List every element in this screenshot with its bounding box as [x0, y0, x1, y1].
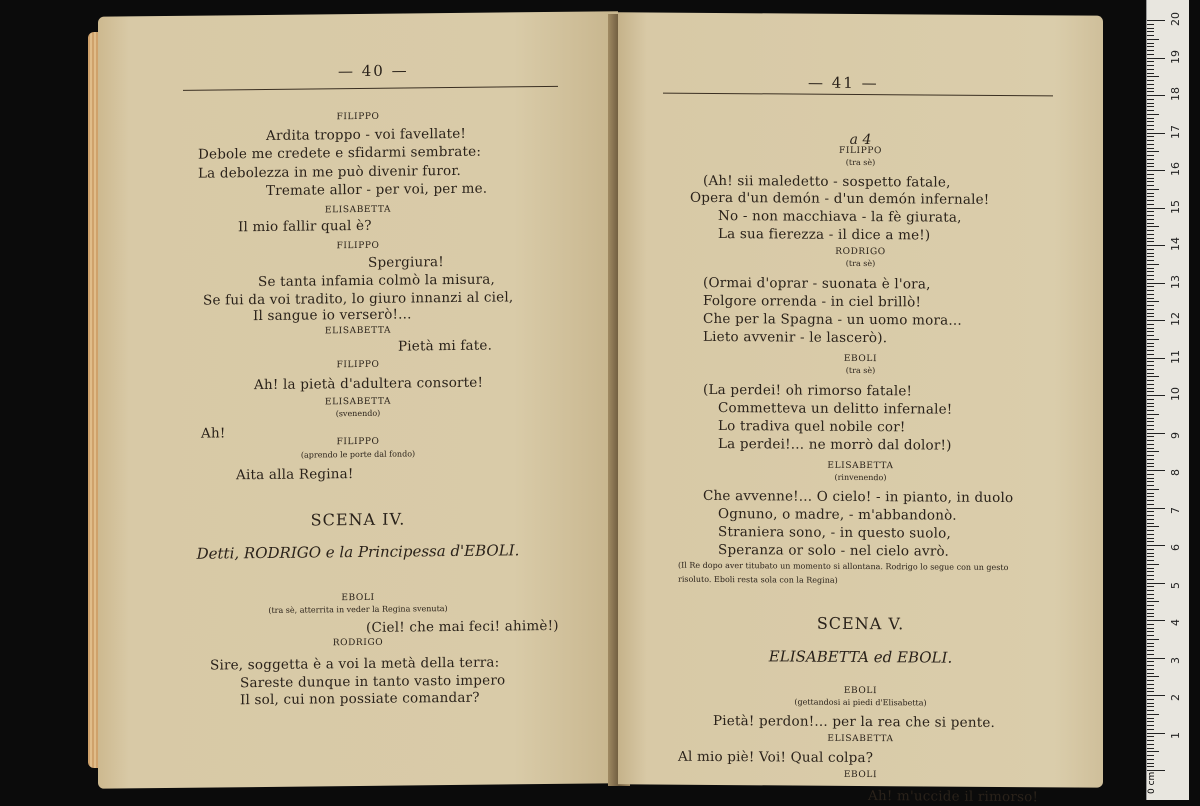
ruler-number: 12: [1169, 312, 1182, 326]
ruler-tick: [1147, 256, 1154, 257]
ruler-tick: [1147, 185, 1154, 186]
ruler-tick: [1147, 613, 1154, 614]
right-verse-line: Commetteva un delitto infernale!: [718, 400, 953, 418]
ruler-tick: [1147, 350, 1154, 351]
ruler-tick: [1147, 28, 1154, 29]
right-verse-line: Che avvenne!... O cielo! - in pianto, in duolo: [703, 487, 1014, 507]
ruler-tick: [1147, 661, 1154, 662]
ruler-tick: [1147, 676, 1159, 677]
ruler-tick: [1147, 298, 1154, 299]
ruler-tick: [1147, 80, 1154, 81]
ruler-tick: [1147, 324, 1154, 325]
right-speaker-name: ELISABETTA: [827, 733, 894, 745]
right-stage-note: (Il Re dopo aver titubato un momento si allontana. Rodrigo lo segue con un gesto: [678, 560, 1009, 573]
ruler-tick: [1147, 429, 1154, 430]
ruler-tick: [1147, 271, 1154, 272]
ruler-tick: [1147, 504, 1154, 505]
ruler-tick: [1147, 763, 1154, 764]
ruler-tick: [1147, 598, 1154, 599]
ruler-number: 19: [1169, 49, 1182, 64]
ruler-tick: [1147, 631, 1154, 632]
left-speaker-name: ELISABETTA: [324, 325, 392, 337]
ruler-tick: [1147, 294, 1154, 295]
ruler-tick: [1147, 170, 1165, 171]
ruler-tick: [1147, 43, 1154, 44]
ruler-tick: [1147, 560, 1154, 561]
ruler-tick: [1147, 579, 1154, 580]
ruler-tick: [1147, 553, 1154, 554]
ruler-tick: [1147, 673, 1154, 674]
ruler-tick: [1147, 223, 1154, 224]
ruler-tick: [1147, 61, 1154, 62]
ruler-tick: [1147, 84, 1154, 85]
right-verse-line: (Ormai d'oprar - suonata è l'ora,: [703, 274, 931, 293]
ruler-number: 8: [1169, 469, 1182, 476]
left-verse-line: Ah! la pietà d'adultera consorte!: [254, 374, 484, 394]
ruler-number: 6: [1169, 544, 1182, 551]
ruler-tick: [1147, 200, 1154, 201]
right-speaker-name: FILIPPO: [838, 145, 883, 157]
ruler-unit-label: 0 cm: [1147, 771, 1157, 794]
ruler-tick: [1147, 110, 1154, 111]
left-stage-direction: (tra sè, atterrita in veder la Regina svenuta): [268, 604, 448, 615]
ruler-tick: [1147, 721, 1154, 722]
right-verse-line: Speranza or solo - nel cielo avrò.: [718, 542, 950, 560]
ruler-tick: [1147, 125, 1154, 126]
ruler-tick: [1147, 178, 1154, 179]
right-stage-direction: (tra sè): [845, 157, 876, 168]
ruler-tick: [1147, 136, 1154, 137]
ruler-tick: [1147, 433, 1165, 434]
right-verse-line: Ah! m'uccide il rimorso!: [868, 788, 1039, 806]
ruler-number: 4: [1169, 619, 1182, 626]
left-verse-line: Pietà mi fate.: [398, 337, 493, 355]
ruler-tick: [1147, 665, 1154, 666]
ruler-tick: [1147, 283, 1165, 284]
right-scene-heading: SCENA V.: [816, 613, 905, 634]
ruler-tick: [1147, 684, 1154, 685]
ruler-tick: [1147, 729, 1154, 730]
left-speaker-name: RODRIGO: [332, 637, 384, 649]
ruler-tick: [1147, 174, 1154, 175]
ruler-tick: [1147, 421, 1154, 422]
ruler-tick: [1147, 204, 1154, 205]
ruler-tick: [1147, 451, 1159, 452]
ruler-tick: [1147, 695, 1165, 696]
ruler-tick: [1147, 286, 1154, 287]
ruler-tick: [1147, 658, 1165, 659]
right-ensemble-marker: a 4: [849, 131, 872, 149]
ruler-tick: [1147, 208, 1165, 209]
ruler-tick: [1147, 605, 1154, 606]
ruler-tick: [1147, 643, 1154, 644]
ruler-tick: [1147, 523, 1154, 524]
left-verse-line: Sareste dunque in tanto vasto impero: [240, 672, 506, 692]
ruler-tick: [1147, 751, 1159, 752]
ruler-tick: [1147, 275, 1154, 276]
ruler-tick: [1147, 133, 1165, 134]
page-number-left: — 40 —: [338, 61, 409, 81]
left-scene-heading: SCENA IV.: [310, 509, 406, 530]
ruler-tick: [1147, 140, 1154, 141]
ruler-tick: [1147, 339, 1159, 340]
ruler-tick: [1147, 403, 1154, 404]
ruler-tick: [1147, 369, 1154, 370]
ruler-tick: [1147, 155, 1154, 156]
ruler-tick: [1147, 691, 1154, 692]
right-stage-direction: (gettandosi ai piedi d'Elisabetta): [794, 697, 927, 708]
ruler-number: 10: [1169, 387, 1182, 401]
ruler-tick: [1147, 496, 1154, 497]
ruler-tick: [1147, 466, 1154, 467]
ruler-tick: [1147, 219, 1154, 220]
right-stage-direction: (rinvenendo): [834, 472, 887, 483]
ruler-tick: [1147, 609, 1154, 610]
ruler-number: 5: [1169, 581, 1182, 589]
ruler-tick: [1147, 740, 1154, 741]
ruler-number: 14: [1169, 237, 1182, 251]
ruler-tick: [1147, 646, 1154, 647]
ruler-tick: [1147, 301, 1159, 302]
ruler-tick: [1147, 391, 1154, 392]
ruler-number: 18: [1169, 87, 1182, 101]
ruler-tick: [1147, 425, 1154, 426]
ruler-tick: [1147, 481, 1154, 482]
ruler-tick: [1147, 39, 1159, 40]
left-speaker-name: FILIPPO: [336, 240, 380, 252]
ruler-tick: [1147, 241, 1154, 242]
left-speaker-name: FILIPPO: [336, 359, 380, 371]
ruler-tick: [1147, 654, 1154, 655]
ruler-tick: [1147, 54, 1154, 55]
right-speaker-name: EBOLI: [843, 769, 878, 781]
ruler-tick: [1147, 166, 1154, 167]
right-verse-line: La perdei!... ne morrò dal dolor!): [718, 436, 952, 454]
ruler-tick: [1147, 744, 1154, 745]
ruler-tick: [1147, 680, 1154, 681]
left-verse-line: Debole me credete e sfidarmi sembrate:: [198, 143, 482, 163]
ruler-number: 17: [1169, 124, 1182, 139]
ruler-tick: [1147, 755, 1154, 756]
ruler-tick: [1147, 515, 1154, 516]
ruler-tick: [1147, 508, 1165, 509]
left-verse-line: Il sangue io verserò!...: [253, 306, 412, 325]
ruler-tick: [1147, 73, 1154, 74]
ruler-number: 16: [1169, 162, 1182, 176]
ruler-tick: [1147, 106, 1154, 107]
ruler-tick: [1147, 69, 1154, 70]
ruler-tick: [1147, 590, 1154, 591]
right-verse-line: (Ah! sii maledetto - sospetto fatale,: [703, 172, 951, 191]
right-verse-line: No - non macchiava - la fè giurata,: [718, 208, 962, 226]
ruler-tick: [1147, 31, 1154, 32]
right-stage-direction: (tra sè): [845, 365, 876, 376]
ruler-tick: [1147, 365, 1154, 366]
ruler-tick: [1147, 249, 1154, 250]
ruler-tick: [1147, 601, 1159, 602]
ruler-tick: [1147, 316, 1154, 317]
ruler-number: 15: [1169, 199, 1182, 214]
ruler-tick: [1147, 159, 1154, 160]
right-verse-line: Lieto avvenir - le lascerò).: [703, 328, 888, 347]
right-verse-line: Lo tradiva quel nobile cor!: [718, 418, 906, 436]
ruler-tick: [1147, 616, 1154, 617]
ruler-tick: [1147, 260, 1154, 261]
left-stage-direction: (svenendo): [335, 408, 381, 419]
ruler-tick: [1147, 669, 1154, 670]
ruler-number: 1: [1169, 731, 1182, 739]
ruler-tick: [1147, 103, 1154, 104]
left-stage-direction: (aprendo le porte dal fondo): [300, 449, 416, 460]
ruler-tick: [1147, 500, 1154, 501]
ruler-tick: [1147, 541, 1154, 542]
ruler-tick: [1147, 121, 1154, 122]
right-verse-line: Ognuno, o madre, - m'abbandonò.: [718, 506, 957, 524]
right-stage-direction: (tra sè): [845, 258, 876, 269]
ruler-number: 11: [1169, 349, 1182, 364]
ruler-tick: [1147, 725, 1154, 726]
left-verse-line: Sire, soggetta è a voi la metà della terra:: [210, 654, 500, 674]
ruler-tick: [1147, 628, 1154, 629]
left-verse-line: Spergiura!: [368, 254, 444, 271]
ruler-tick: [1147, 335, 1154, 336]
ruler-tick: [1147, 234, 1154, 235]
ruler-tick: [1147, 575, 1154, 576]
ruler-tick: [1147, 759, 1154, 760]
left-verse-line: Se fui da voi tradito, lo giuro innanzi al ciel,: [203, 289, 514, 309]
right-verse-line: Che per la Spagna - un uomo mora...: [703, 310, 962, 329]
ruler-tick: [1147, 455, 1154, 456]
ruler-tick: [1147, 410, 1154, 411]
ruler-tick: [1147, 328, 1154, 329]
right-verse-line: Al mio piè! Voi! Qual colpa?: [678, 748, 874, 767]
left-verse-line: Ah!: [201, 425, 226, 442]
ruler-tick: [1147, 470, 1165, 471]
ruler-tick: [1147, 95, 1165, 96]
ruler-tick: [1147, 493, 1154, 494]
ruler-tick: [1147, 230, 1154, 231]
ruler-tick: [1147, 444, 1154, 445]
header-rule-right: [663, 93, 1053, 97]
ruler-tick: [1147, 459, 1154, 460]
ruler-number: 13: [1169, 274, 1182, 289]
ruler-tick: [1147, 215, 1154, 216]
ruler-tick: [1147, 474, 1154, 475]
ruler-tick: [1147, 24, 1154, 25]
ruler-number: 2: [1169, 694, 1182, 701]
ruler-tick: [1147, 549, 1154, 550]
ruler-tick: [1147, 88, 1154, 89]
ruler-tick: [1147, 189, 1159, 190]
ruler-tick: [1147, 485, 1154, 486]
ruler-tick: [1147, 489, 1159, 490]
ruler-tick: [1147, 766, 1154, 767]
ruler-tick: [1147, 545, 1165, 546]
page-number-right: — 41 —: [808, 73, 879, 93]
left-page: [98, 11, 618, 788]
ruler-number: 9: [1169, 431, 1182, 439]
ruler-tick: [1147, 650, 1154, 651]
ruler-tick: [1147, 114, 1159, 115]
ruler-tick: [1147, 279, 1154, 280]
ruler-tick: [1147, 264, 1159, 265]
ruler-tick: [1147, 526, 1159, 527]
ruler-tick: [1147, 688, 1154, 689]
ruler-tick: [1147, 639, 1159, 640]
ruler-tick: [1147, 406, 1154, 407]
ruler-tick: [1147, 118, 1154, 119]
ruler-tick: [1147, 354, 1154, 355]
left-speaker-name: FILIPPO: [336, 436, 380, 448]
left-verse-line: Il sol, cui non possiate comandar?: [240, 689, 480, 709]
left-verse-line: Tremate allor - per voi, per me.: [266, 180, 488, 199]
ruler-tick: [1147, 418, 1154, 419]
ruler-tick: [1147, 530, 1154, 531]
right-scene-cast: ELISABETTA ed EBOLI.: [768, 647, 953, 667]
ruler-tick: [1147, 58, 1165, 59]
ruler-tick: [1147, 148, 1154, 149]
right-speaker-name: EBOLI: [843, 685, 878, 697]
ruler-tick: [1147, 538, 1154, 539]
ruler-tick: [1147, 163, 1154, 164]
measurement-ruler: [1146, 0, 1189, 800]
ruler-tick: [1147, 331, 1154, 332]
ruler-tick: [1147, 91, 1154, 92]
left-verse-line: La debolezza in me può divenir furor.: [198, 162, 461, 182]
right-speaker-name: EBOLI: [843, 353, 878, 365]
ruler-tick: [1147, 268, 1154, 269]
ruler-tick: [1147, 373, 1154, 374]
ruler-tick: [1147, 151, 1159, 152]
ruler-tick: [1147, 511, 1154, 512]
ruler-tick: [1147, 564, 1159, 565]
right-verse-line: La sua fierezza - il dice a me!): [718, 226, 931, 244]
header-rule-left: [183, 86, 558, 91]
ruler-tick: [1147, 384, 1154, 385]
ruler-tick: [1147, 395, 1165, 396]
ruler-tick: [1147, 290, 1154, 291]
ruler-tick: [1147, 20, 1165, 21]
ruler-tick: [1147, 635, 1154, 636]
ruler-tick: [1147, 733, 1165, 734]
ruler-tick: [1147, 65, 1154, 66]
ruler-tick: [1147, 620, 1165, 621]
ruler-tick: [1147, 99, 1154, 100]
ruler-tick: [1147, 710, 1154, 711]
right-verse-line: Straniera sono, - in questo suolo,: [718, 524, 951, 542]
ruler-tick: [1147, 699, 1154, 700]
right-verse-line: Folgore orrenda - in ciel brillò!: [703, 292, 922, 311]
ruler-tick: [1147, 414, 1159, 415]
ruler-tick: [1147, 305, 1154, 306]
ruler-tick: [1147, 624, 1154, 625]
right-verse-line: Opera d'un demón - d'un demón infernale!: [690, 189, 990, 208]
open-book: [88, 14, 1113, 806]
right-speaker-name: RODRIGO: [835, 246, 886, 258]
ruler-tick: [1147, 361, 1154, 362]
ruler-tick: [1147, 399, 1154, 400]
ruler-tick: [1147, 238, 1154, 239]
ruler-tick: [1147, 144, 1154, 145]
ruler-tick: [1147, 534, 1154, 535]
right-speaker-name: ELISABETTA: [827, 460, 894, 472]
ruler-tick: [1147, 519, 1154, 520]
ruler-tick: [1147, 586, 1154, 587]
ruler-tick: [1147, 313, 1154, 314]
left-verse-line: (Ciel! che mai feci! ahimè!): [366, 617, 559, 636]
ruler-tick: [1147, 556, 1154, 557]
ruler-tick: [1147, 193, 1154, 194]
ruler-tick: [1147, 380, 1154, 381]
left-verse-line: Ardita troppo - voi favellate!: [266, 125, 467, 144]
ruler-tick: [1147, 436, 1154, 437]
ruler-tick: [1147, 35, 1154, 36]
left-verse-line: Il mio fallir qual è?: [238, 217, 372, 236]
ruler-tick: [1147, 478, 1154, 479]
ruler-tick: [1147, 718, 1154, 719]
ruler-tick: [1147, 76, 1159, 77]
left-verse-line: Se tanta infamia colmò la misura,: [258, 271, 495, 291]
ruler-tick: [1147, 736, 1154, 737]
ruler-tick: [1147, 309, 1154, 310]
left-scene-cast: Detti, RODRIGO e la Principessa d'EBOLI.: [196, 541, 520, 563]
left-verse-line: Aita alla Regina!: [236, 466, 354, 484]
right-verse-line: (La perdei! oh rimorso fatale!: [703, 381, 913, 400]
left-speaker-name: FILIPPO: [336, 111, 380, 123]
ruler-tick: [1147, 50, 1154, 51]
ruler-tick: [1147, 245, 1165, 246]
ruler-number: 7: [1169, 506, 1182, 514]
ruler-tick: [1147, 568, 1154, 569]
ruler-tick: [1147, 181, 1154, 182]
ruler-tick: [1147, 129, 1154, 130]
ruler-tick: [1147, 320, 1165, 321]
ruler-tick: [1147, 253, 1154, 254]
right-verse-line: Pietà! perdon!... per la rea che si pente.: [713, 712, 996, 731]
ruler-tick: [1147, 211, 1154, 212]
ruler-tick: [1147, 346, 1154, 347]
left-speaker-name: ELISABETTA: [324, 204, 392, 216]
ruler-tick: [1147, 748, 1154, 749]
ruler-number: 3: [1169, 656, 1182, 664]
left-speaker-name: EBOLI: [341, 592, 375, 604]
ruler-tick: [1147, 770, 1165, 771]
ruler-number: 20: [1169, 12, 1182, 26]
right-stage-note: risoluto. Eboli resta sola con la Regina): [678, 574, 838, 585]
ruler-tick: [1147, 46, 1154, 47]
ruler-tick: [1147, 571, 1154, 572]
ruler-tick: [1147, 463, 1154, 464]
ruler-tick: [1147, 448, 1154, 449]
ruler-tick: [1147, 594, 1154, 595]
ruler-tick: [1147, 358, 1165, 359]
ruler-tick: [1147, 196, 1154, 197]
ruler-tick: [1147, 703, 1154, 704]
ruler-tick: [1147, 343, 1154, 344]
ruler-tick: [1147, 440, 1154, 441]
left-speaker-name: ELISABETTA: [324, 396, 392, 408]
ruler-tick: [1147, 714, 1159, 715]
ruler-tick: [1147, 376, 1159, 377]
ruler-tick: [1147, 226, 1159, 227]
ruler-tick: [1147, 706, 1154, 707]
ruler-tick: [1147, 583, 1165, 584]
right-page: [618, 12, 1103, 806]
ruler-tick: [1147, 388, 1154, 389]
